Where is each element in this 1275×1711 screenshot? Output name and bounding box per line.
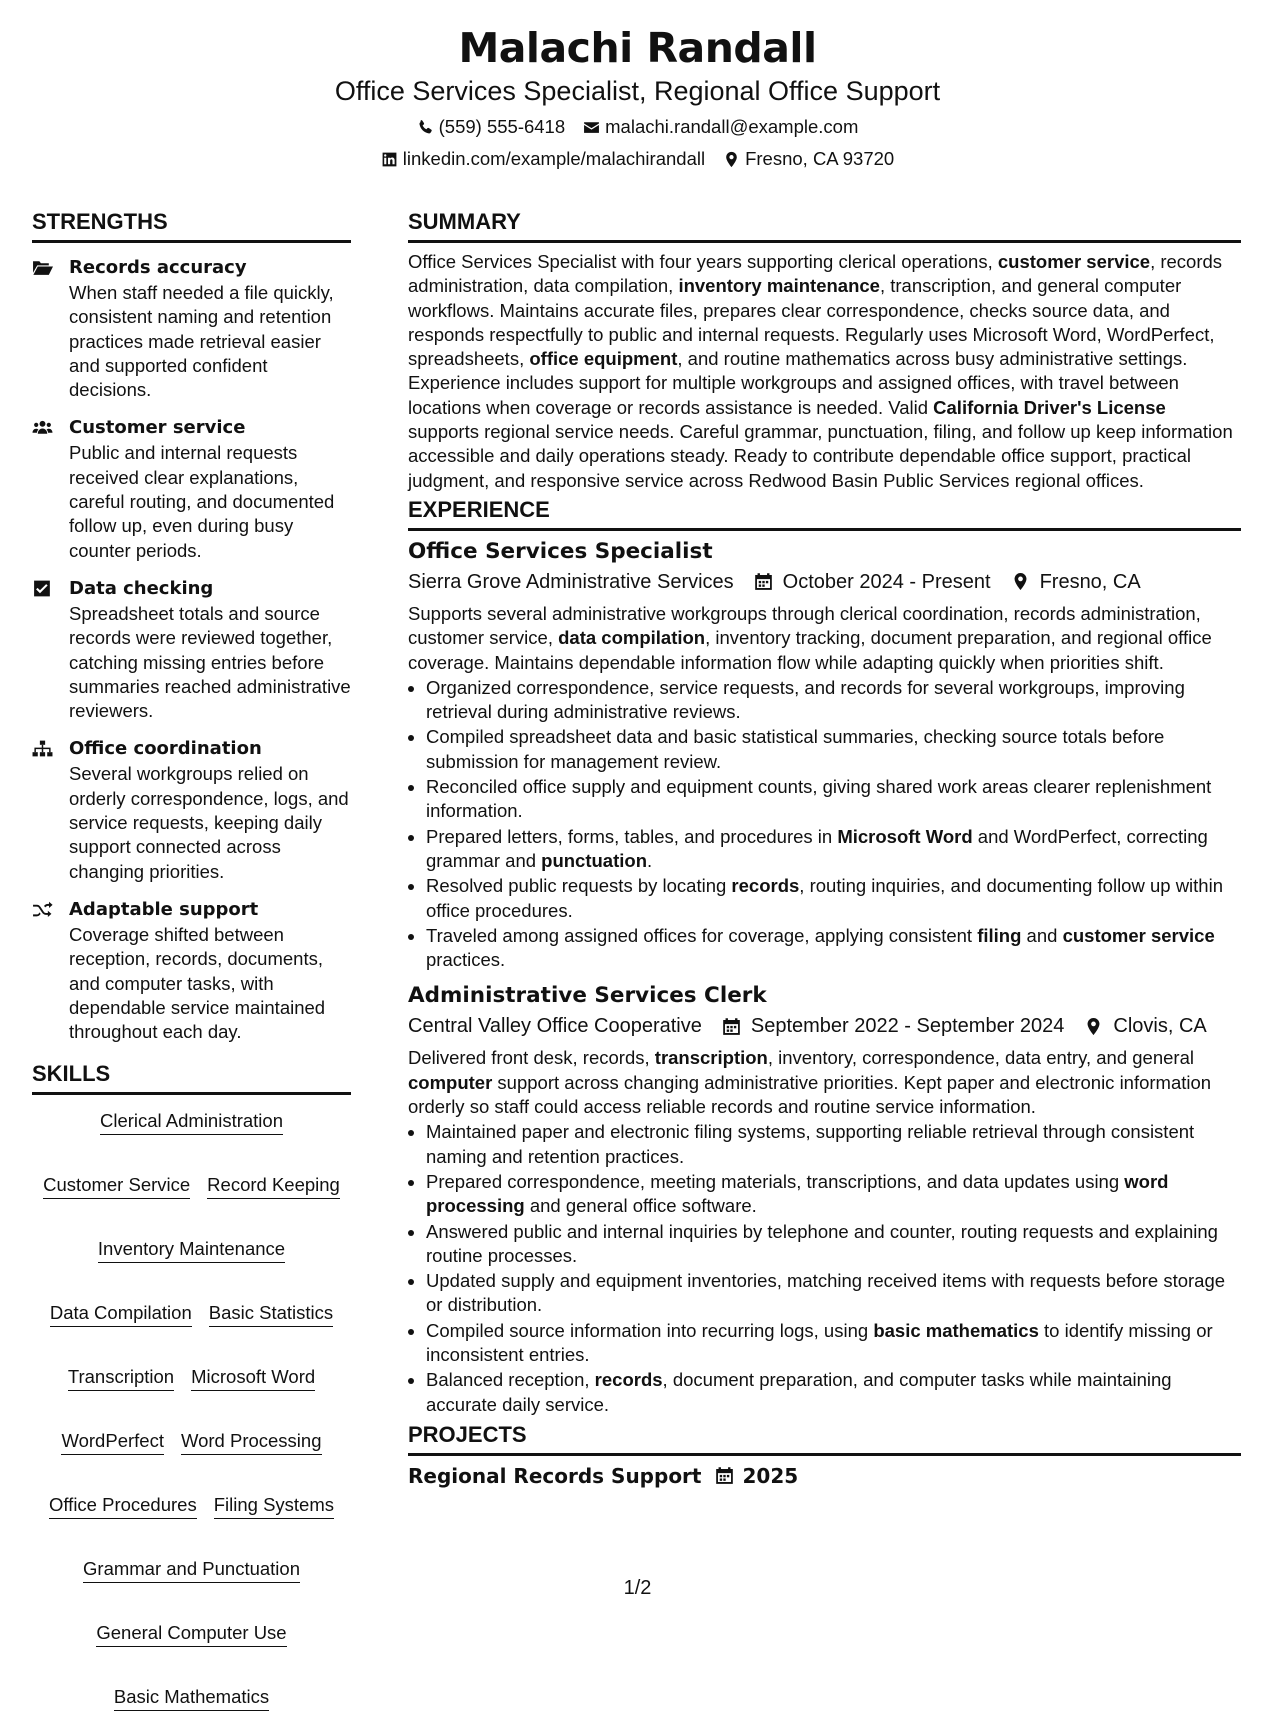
- skill-tag: Record Keeping: [207, 1173, 340, 1199]
- job-description: Supports several administrative workgroups through clerical coordination, records administration, customer service, data compilation, inventory tracking, document preparation, and regional office coverage. Maintains dependable information flow while adapting quickly when priorities shift.: [408, 602, 1212, 673]
- candidate-title: Office Services Specialist, Regional Office Support: [334, 76, 941, 106]
- skill-tag: Transcription: [68, 1365, 174, 1391]
- strength-title: Adaptable support: [69, 898, 259, 920]
- summary-text: Office Services Specialist with four years supporting clerical operations, customer service, records administration, data compilation, inventory maintenance, transcription, and general computer workflows. Maintains accurate files, prepares clear correspondence, checks source data, and responds respectfully to public and internal requests. Regularly uses Microsoft Word, WordPerfect, spreadsheets, office equipment, and routine mathematics across busy administrative settings. Experience includes support for multiple workgroups and assigned offices, with travel between locations when coverage or records assistance is needed. Valid California Driver's License supports regional service needs. Careful grammar, punctuation, filing, and follow up keep information accessible and daily operations steady. Ready to contribute dependable office support, practical judgment, and responsive service across Redwood Basin Public Services regional offices.: [408, 251, 1233, 491]
- job-company: Sierra Grove Administrative Services: [408, 570, 734, 593]
- strength-item: [32, 415, 351, 562]
- skills-heading: SKILLS: [32, 1057, 351, 1095]
- strength-title: Customer service: [69, 417, 246, 439]
- job-description: Delivered front desk, records, transcription, inventory, correspondence, data entry, and general computer support across changing administrative priorities. Kept paper and electronic information orderly so staff could access reliable records and routine service information.: [408, 1047, 1212, 1118]
- job-dates: October 2024 - Present: [782, 570, 991, 593]
- summary-heading: SUMMARY: [408, 205, 1241, 243]
- job-location: Fresno, CA: [1039, 570, 1141, 593]
- job-bullets: [408, 1120, 1241, 1417]
- email-text: malachi.randall@example.com: [605, 116, 859, 137]
- candidate-name: Malachi Randall: [458, 24, 817, 72]
- job-bullet: • Resolved public requests by locating records, routing inquiries, and documenting follow up within office procedures.: [426, 874, 1241, 923]
- skill-tag: Filing Systems: [214, 1493, 334, 1519]
- linkedin-icon: [381, 151, 398, 168]
- strength-item: [32, 576, 351, 723]
- check-square-icon: [32, 580, 53, 597]
- strength-desc: Public and internal requests received clear explanations, careful routing, and documented follow up, even during busy counter periods.: [69, 442, 335, 561]
- map-pin-icon: [1011, 572, 1030, 591]
- contact-row-2: [0, 146, 1275, 172]
- job-meta: [408, 1011, 1241, 1041]
- job-meta: [408, 567, 1241, 597]
- strength-desc: Coverage shifted between reception, records, documents, and computer tasks, with dependable service maintained throughout each day.: [69, 923, 326, 1043]
- calendar-icon: [754, 572, 773, 591]
- contact-linkedin[interactable]: [381, 146, 705, 172]
- project-entry: [408, 1461, 1241, 1491]
- skill-tag: Data Compilation: [50, 1301, 192, 1327]
- job-bullet: • Reconciled office supply and equipment counts, giving shared work areas clearer replenishment information.: [426, 775, 1241, 824]
- job-entry: [408, 537, 1241, 972]
- job-company: Central Valley Office Cooperative: [408, 1015, 702, 1038]
- strength-desc: When staff needed a file quickly, consistent naming and retention practices made retrieval easier and supported confident decisions.: [69, 282, 334, 401]
- job-bullet: • Maintained paper and electronic filing systems, supporting reliable retrieval through consistent naming and retention practices.: [426, 1120, 1241, 1169]
- strength-title: Office coordination: [69, 738, 262, 760]
- skill-tag: Basic Statistics: [209, 1301, 333, 1327]
- shuffle-icon: [32, 901, 53, 918]
- job-bullet: • Prepared correspondence, meeting materials, transcriptions, and data updates using word processing and general office software.: [426, 1170, 1241, 1219]
- strength-title: Data checking: [69, 577, 214, 599]
- project-title: Regional Records Support: [408, 1463, 702, 1488]
- job-bullet: • Answered public and internal inquiries by telephone and counter, routing requests and explaining routine processes.: [426, 1220, 1241, 1269]
- job-bullet: • Compiled spreadsheet data and basic statistical summaries, checking source totals before submission for management review.: [426, 725, 1241, 774]
- sitemap-icon: [32, 740, 53, 757]
- skill-tag: WordPerfect: [61, 1429, 163, 1455]
- job-title: Office Services Specialist: [408, 538, 713, 564]
- project-year: 2025: [742, 1463, 799, 1488]
- job-dates: September 2022 - September 2024: [750, 1015, 1065, 1038]
- page-number: 1/2: [623, 1577, 652, 1599]
- strength-desc: Several workgroups relied on orderly correspondence, logs, and service requests, keeping daily support connected across changing priorities.: [69, 763, 349, 882]
- contact-phone[interactable]: [417, 114, 566, 140]
- job-bullet: • Traveled among assigned offices for coverage, applying consistent filing and customer service practices.: [426, 924, 1241, 973]
- calendar-icon: [715, 1466, 734, 1485]
- strength-item: [32, 255, 351, 402]
- skill-tag: Basic Mathematics: [114, 1685, 269, 1711]
- strength-desc: Spreadsheet totals and source records were reviewed together, catching missing entries before summaries reached administrative reviewers.: [69, 602, 351, 722]
- users-icon: [32, 419, 53, 436]
- job-bullet: • Organized correspondence, service requests, and records for several workgroups, improving retrieval during administrative reviews.: [426, 676, 1241, 725]
- contact-location: [723, 146, 894, 172]
- map-pin-icon: [723, 151, 740, 168]
- skill-tag: Clerical Administration: [100, 1109, 283, 1135]
- contact-row-1: [0, 114, 1275, 140]
- skill-tag: Grammar and Punctuation: [83, 1557, 300, 1583]
- projects-heading: PROJECTS: [408, 1418, 1241, 1456]
- phone-icon: [417, 119, 434, 136]
- strengths-list: [32, 255, 351, 1044]
- linkedin-text: linkedin.com/example/malachirandall: [402, 148, 706, 169]
- location-text: Fresno, CA 93720: [745, 148, 895, 169]
- job-bullet: • Balanced reception, records, document preparation, and computer tasks while maintaining accurate daily service.: [426, 1368, 1241, 1417]
- skill-tag: General Computer Use: [96, 1621, 286, 1647]
- strength-title: Records accuracy: [69, 257, 247, 278]
- resume-header: [0, 22, 1275, 172]
- skill-tag: Microsoft Word: [191, 1365, 315, 1391]
- skill-tag: Inventory Maintenance: [98, 1237, 285, 1263]
- job-bullets: [408, 676, 1241, 973]
- envelope-icon: [583, 119, 600, 136]
- job-bullet: • Updated supply and equipment inventories, matching received items with requests before storage or distribution.: [426, 1269, 1241, 1318]
- strengths-heading: STRENGTHS: [32, 205, 351, 243]
- left-column: [32, 205, 351, 1711]
- contact-email[interactable]: [583, 114, 858, 140]
- calendar-icon: [722, 1017, 741, 1036]
- skill-tag: Word Processing: [181, 1429, 322, 1455]
- job-bullet: • Prepared letters, forms, tables, and procedures in Microsoft Word and WordPerfect, correcting grammar and punctuation.: [426, 825, 1241, 874]
- strength-item: [32, 897, 351, 1044]
- job-location: Clovis, CA: [1113, 1015, 1207, 1038]
- skill-tag: Customer Service: [43, 1173, 190, 1199]
- skills-list: [32, 1109, 351, 1711]
- right-column: [408, 205, 1241, 1491]
- job-title: Administrative Services Clerk: [408, 983, 767, 1009]
- strength-item: [32, 736, 351, 883]
- job-entry: [408, 981, 1241, 1416]
- job-bullet: • Compiled source information into recurring logs, using basic mathematics to identify missing or inconsistent entries.: [426, 1319, 1241, 1368]
- skill-tag: Office Procedures: [49, 1493, 197, 1519]
- folder-open-icon: [32, 259, 53, 276]
- experience-heading: EXPERIENCE: [408, 493, 1241, 531]
- phone-text: (559) 555-6418: [438, 116, 566, 137]
- map-pin-icon: [1084, 1017, 1103, 1036]
